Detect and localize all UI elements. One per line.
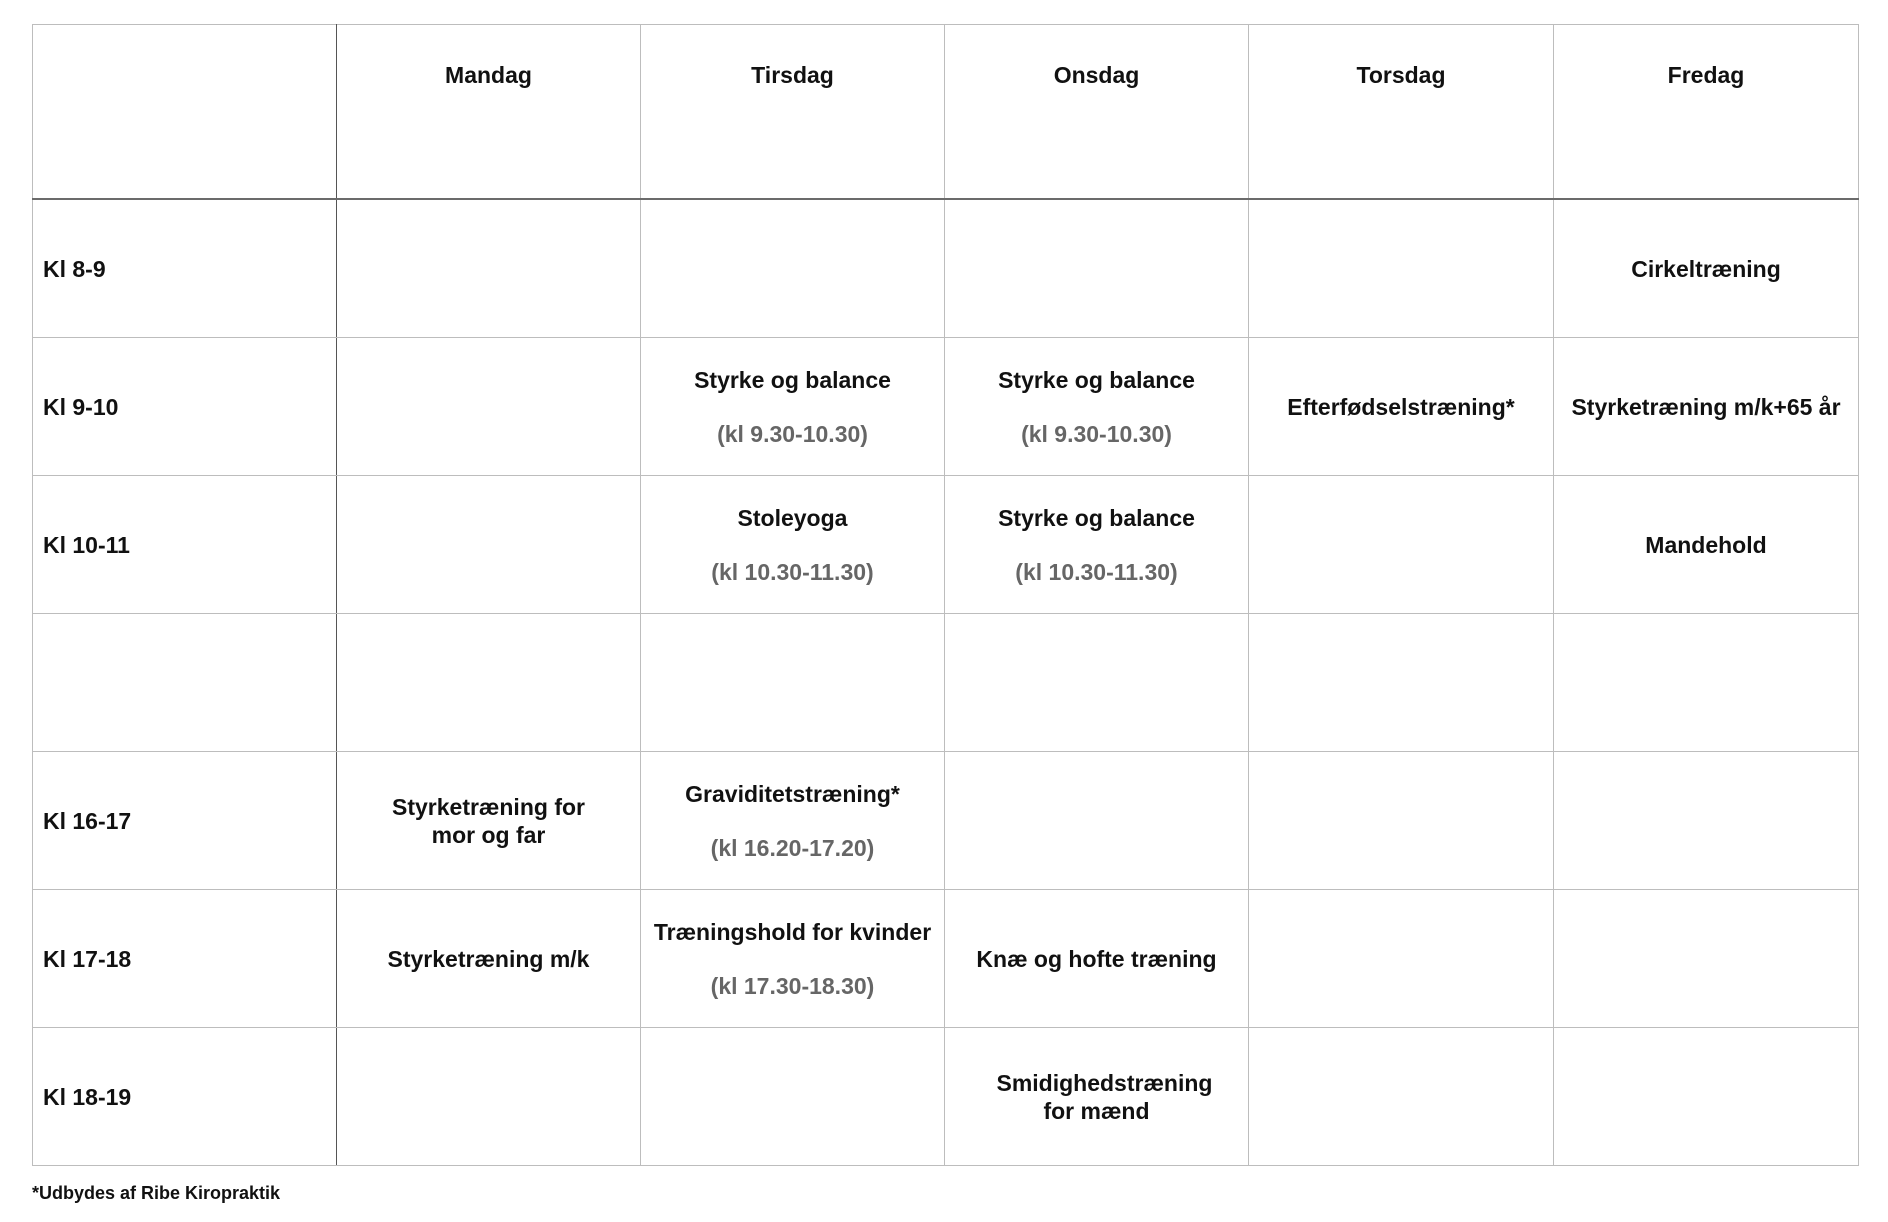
schedule-cell-tuesday — [641, 476, 945, 614]
class-time: (kl 10.30-11.30) — [1015, 558, 1178, 585]
class-name: Styrke og balance — [998, 366, 1195, 393]
class-name: Efterfødselstræning* — [1287, 393, 1515, 420]
class-name: Styrketræning m/k+65 år — [1571, 393, 1841, 420]
table-row — [33, 1028, 1859, 1166]
table-row — [33, 614, 1859, 752]
class-name: Knæ og hofte træning — [976, 945, 1217, 972]
schedule-cell-friday — [1554, 752, 1859, 890]
class-name: Styrketræning m/k — [387, 945, 590, 972]
schedule-cell-tuesday — [641, 890, 945, 1028]
schedule-cell-monday — [337, 338, 641, 476]
schedule-cell-tuesday — [641, 1028, 945, 1166]
class-name: Træningshold for kvinder — [653, 918, 932, 945]
time-slot-label: Kl 17-18 — [33, 890, 337, 1028]
class-name: Smidighedstræning for mænd — [996, 1069, 1213, 1124]
schedule-cell-monday — [337, 614, 641, 752]
table-row — [33, 199, 1859, 338]
schedule-cell-tuesday — [641, 199, 945, 338]
schedule-cell-tuesday — [641, 338, 945, 476]
time-slot-label: Kl 18-19 — [33, 1028, 337, 1166]
class-name: Styrketræning for mor og far — [392, 793, 585, 848]
schedule-cell-wednesday — [945, 752, 1249, 890]
time-slot-label: Kl 8-9 — [33, 199, 337, 338]
schedule-cell-wednesday — [945, 1028, 1249, 1166]
schedule-cell-thursday — [1249, 614, 1554, 752]
schedule-cell-wednesday — [945, 199, 1249, 338]
schedule-cell-friday — [1554, 199, 1859, 338]
class-name: Cirkeltræning — [1631, 255, 1781, 282]
schedule-cell-friday — [1554, 338, 1859, 476]
schedule-cell-monday — [337, 476, 641, 614]
schedule-cell-monday — [337, 752, 641, 890]
header-row — [33, 25, 1859, 200]
class-time: (kl 9.30-10.30) — [717, 420, 868, 447]
time-slot-label: Kl 10-11 — [33, 476, 337, 614]
schedule-cell-friday — [1554, 476, 1859, 614]
table-row — [33, 338, 1859, 476]
schedule-cell-wednesday — [945, 614, 1249, 752]
schedule-cell-friday — [1554, 614, 1859, 752]
schedule-cell-thursday — [1249, 890, 1554, 1028]
schedule-cell-wednesday — [945, 476, 1249, 614]
schedule-cell-monday — [337, 890, 641, 1028]
schedule-cell-thursday — [1249, 338, 1554, 476]
time-slot-label: Kl 9-10 — [33, 338, 337, 476]
schedule-cell-thursday — [1249, 1028, 1554, 1166]
class-name: Graviditetstræning* — [685, 780, 900, 807]
schedule-cell-tuesday — [641, 614, 945, 752]
day-header-wednesday: Onsdag — [945, 25, 1249, 200]
day-header-monday: Mandag — [337, 25, 641, 200]
class-name: Styrke og balance — [694, 366, 891, 393]
class-time: (kl 10.30-11.30) — [711, 558, 874, 585]
class-time: (kl 16.20-17.20) — [710, 834, 875, 861]
class-time: (kl 9.30-10.30) — [1021, 420, 1172, 447]
table-row — [33, 476, 1859, 614]
time-slot-label: Kl 16-17 — [33, 752, 337, 890]
schedule-cell-wednesday — [945, 890, 1249, 1028]
schedule-cell-monday — [337, 1028, 641, 1166]
class-name: Styrke og balance — [998, 504, 1195, 531]
day-header-thursday: Torsdag — [1249, 25, 1554, 200]
schedule-cell-wednesday — [945, 338, 1249, 476]
class-name: Stoleyoga — [737, 504, 848, 531]
schedule-cell-thursday — [1249, 752, 1554, 890]
class-time: (kl 17.30-18.30) — [710, 972, 875, 999]
class-name: Mandehold — [1645, 531, 1767, 558]
schedule-table — [32, 24, 1859, 1166]
footnote: *Udbydes af Ribe Kiropraktik — [32, 1183, 281, 1203]
schedule-cell-tuesday — [641, 752, 945, 890]
table-row — [33, 752, 1859, 890]
schedule-cell-friday — [1554, 1028, 1859, 1166]
table-row — [33, 890, 1859, 1028]
schedule-cell-friday — [1554, 890, 1859, 1028]
corner-cell — [33, 25, 337, 200]
schedule-cell-monday — [337, 199, 641, 338]
schedule-cell-thursday — [1249, 199, 1554, 338]
schedule-cell-thursday — [1249, 476, 1554, 614]
day-header-friday: Fredag — [1554, 25, 1859, 200]
day-header-tuesday: Tirsdag — [641, 25, 945, 200]
time-slot-label — [33, 614, 337, 752]
